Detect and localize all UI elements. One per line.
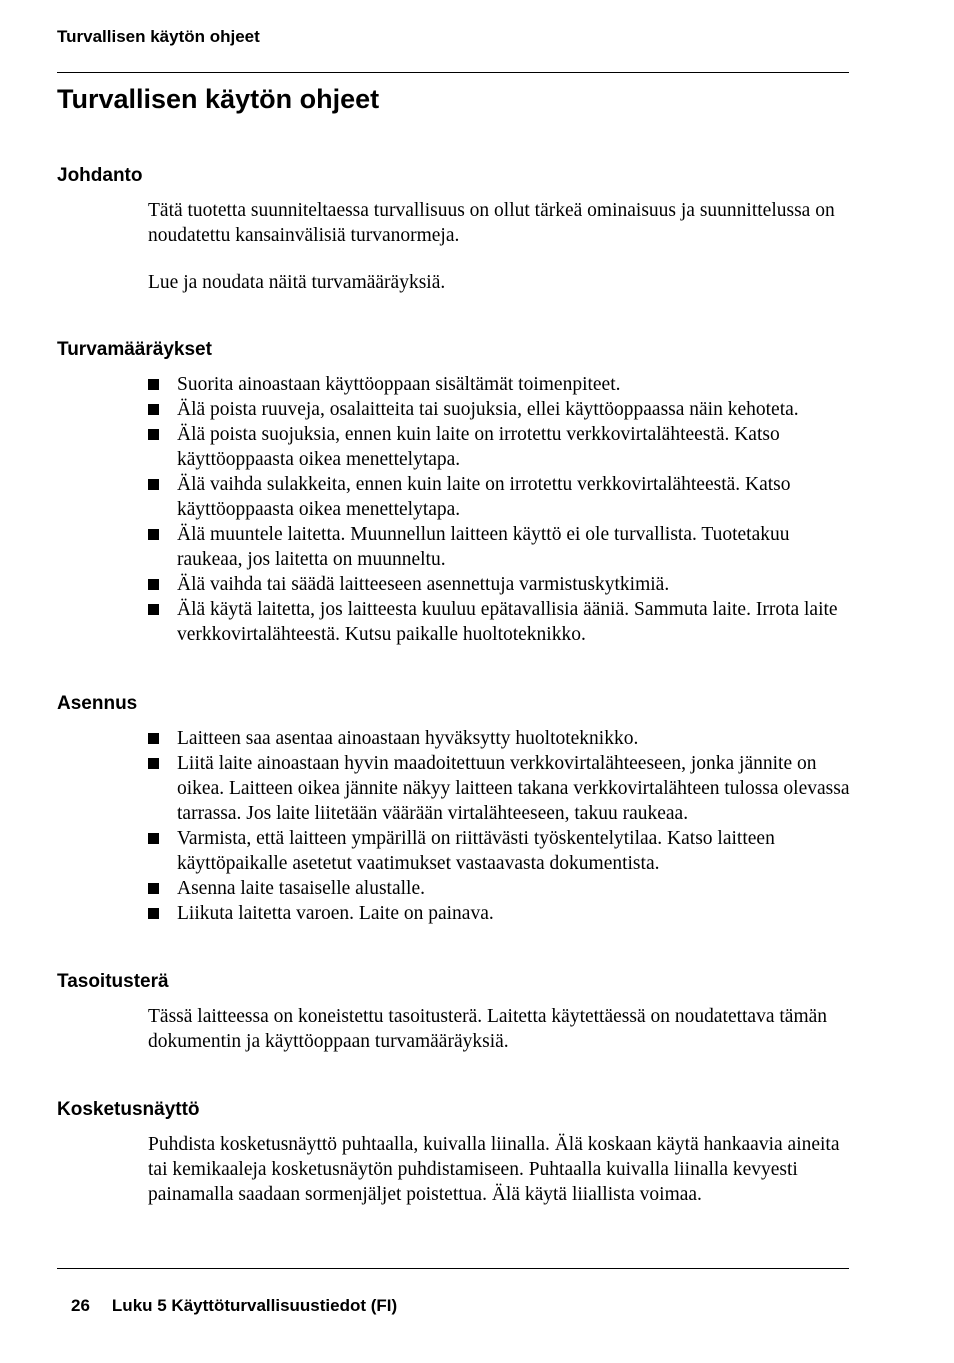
list-item: [148, 751, 852, 826]
paragraph: Lue ja noudata näitä turvamääräyksiä.: [148, 272, 446, 293]
square-bullet-icon: [148, 604, 159, 615]
list-item: [148, 472, 852, 522]
header-rule: [57, 72, 849, 73]
section-heading: Asennus: [57, 693, 138, 714]
bullet-list: [148, 726, 852, 926]
running-header: Turvallisen käytön ohjeet: [57, 27, 260, 46]
list-item: [148, 826, 852, 876]
paragraph: Tässä laitteessa on koneistettu tasoitusterä. Laitetta käytettäessä on noudatettava tämän dokumentin ja käyttöoppaan turvamääräyksiä.: [148, 1006, 828, 1052]
section-body: [148, 726, 852, 926]
section-heading: Turvamääräykset: [57, 339, 212, 360]
page-title: Turvallisen käytön ohjeet: [57, 84, 380, 114]
list-item-text: Asenna laite tasaiselle alustalle.: [177, 878, 425, 899]
list-item-text: Laitteen saa asentaa ainoastaan hyväksytty huoltoteknikko.: [177, 728, 639, 749]
square-bullet-icon: [148, 529, 159, 540]
list-item-text: Varmista, että laitteen ympärillä on riittävästi työskentelytilaa. Katso laitteen käyttöpaikalle asetetut vaatimukset vastaavasta dokumentista.: [177, 828, 775, 874]
chapter-title: Luku 5 Käyttöturvallisuustiedot (FI): [111, 1296, 398, 1315]
section-tasoitustera: [57, 970, 852, 1054]
square-bullet-icon: [148, 833, 159, 844]
square-bullet-icon: [148, 404, 159, 415]
section-body: [148, 372, 852, 647]
section-heading: Kosketusnäyttö: [57, 1099, 200, 1120]
square-bullet-icon: [148, 379, 159, 390]
page-footer: [71, 1296, 397, 1316]
list-item-text: Liikuta laitetta varoen. Laite on painava.: [177, 903, 494, 924]
list-item-text: Älä poista ruuveja, osalaitteita tai suojuksia, ellei käyttöoppaassa näin kehoteta.: [177, 399, 799, 420]
page-number: 26: [71, 1296, 90, 1315]
list-item: [148, 372, 852, 397]
square-bullet-icon: [148, 733, 159, 744]
square-bullet-icon: [148, 908, 159, 919]
square-bullet-icon: [148, 479, 159, 490]
list-item-text: Älä muuntele laitetta. Muunnellun laitteen käyttö ei ole turvallista. Tuotetakuu raukeaa, jos laitetta on muunneltu.: [177, 524, 790, 570]
section-asennus: [57, 692, 852, 926]
list-item-text: Älä vaihda tai säädä laitteeseen asennettuja varmistuskytkimiä.: [177, 574, 670, 595]
list-item: [148, 726, 852, 751]
list-item-text: Älä vaihda sulakkeita, ennen kuin laite on irrotettu verkkovirtalähteestä. Katso käyttöoppaasta oikea menettelytapa.: [177, 474, 791, 520]
paragraph: Puhdista kosketusnäyttö puhtaalla, kuivalla liinalla. Älä koskaan käytä hankaavia aineita tai kemikaaleja kosketusnäytön puhdistamiseen. Puhtaalla kuivalla liinalla kevyesti painamalla saadaan sormenjäljet poistettua. Älä käytä liiallista voimaa.: [148, 1134, 840, 1205]
paragraph: Tätä tuotetta suunniteltaessa turvallisuus on ollut tärkeä ominaisuus ja suunnittelussa on noudatettu kansainvälisiä turvanormeja.: [148, 200, 835, 246]
list-item: [148, 422, 852, 472]
square-bullet-icon: [148, 579, 159, 590]
list-item: [148, 876, 852, 901]
square-bullet-icon: [148, 883, 159, 894]
bullet-list: [148, 372, 852, 647]
list-item: [148, 397, 852, 422]
list-item: [148, 901, 852, 926]
list-item-text: Älä käytä laitetta, jos laitteesta kuuluu epätavallisia ääniä. Sammuta laite. Irrota laite verkkovirtalähteestä. Kutsu paikalle huoltoteknikko.: [177, 599, 838, 645]
list-item: [148, 522, 852, 572]
list-item-text: Liitä laite ainoastaan hyvin maadoitettuun verkkovirtalähteeseen, jonka jännite on oikea. Laitteen oikea jännite näkyy laitteen takana verkkovirtalähteen tulossa olevassa tarrassa. Jos laite liitetään väärään virtalähteeseen, takuu raukeaa.: [177, 753, 850, 824]
page-content: [57, 164, 852, 1207]
list-item: [148, 572, 852, 597]
section-body: [148, 1004, 852, 1054]
section-body: [148, 1132, 852, 1207]
list-item: [148, 597, 852, 647]
section-johdanto: [57, 164, 852, 295]
section-kosketusnaytto: [57, 1098, 852, 1207]
list-item-text: Älä poista suojuksia, ennen kuin laite on irrotettu verkkovirtalähteestä. Katso käyttöoppaasta oikea menettelytapa.: [177, 424, 780, 470]
list-item-text: Suorita ainoastaan käyttöoppaan sisältämät toimenpiteet.: [177, 374, 621, 395]
section-turvamaaraykset: [57, 338, 852, 647]
square-bullet-icon: [148, 758, 159, 769]
section-body: [148, 198, 852, 295]
footer-rule: [57, 1268, 849, 1269]
section-heading: Tasoitusterä: [57, 971, 169, 992]
section-heading: Johdanto: [57, 165, 143, 186]
square-bullet-icon: [148, 429, 159, 440]
